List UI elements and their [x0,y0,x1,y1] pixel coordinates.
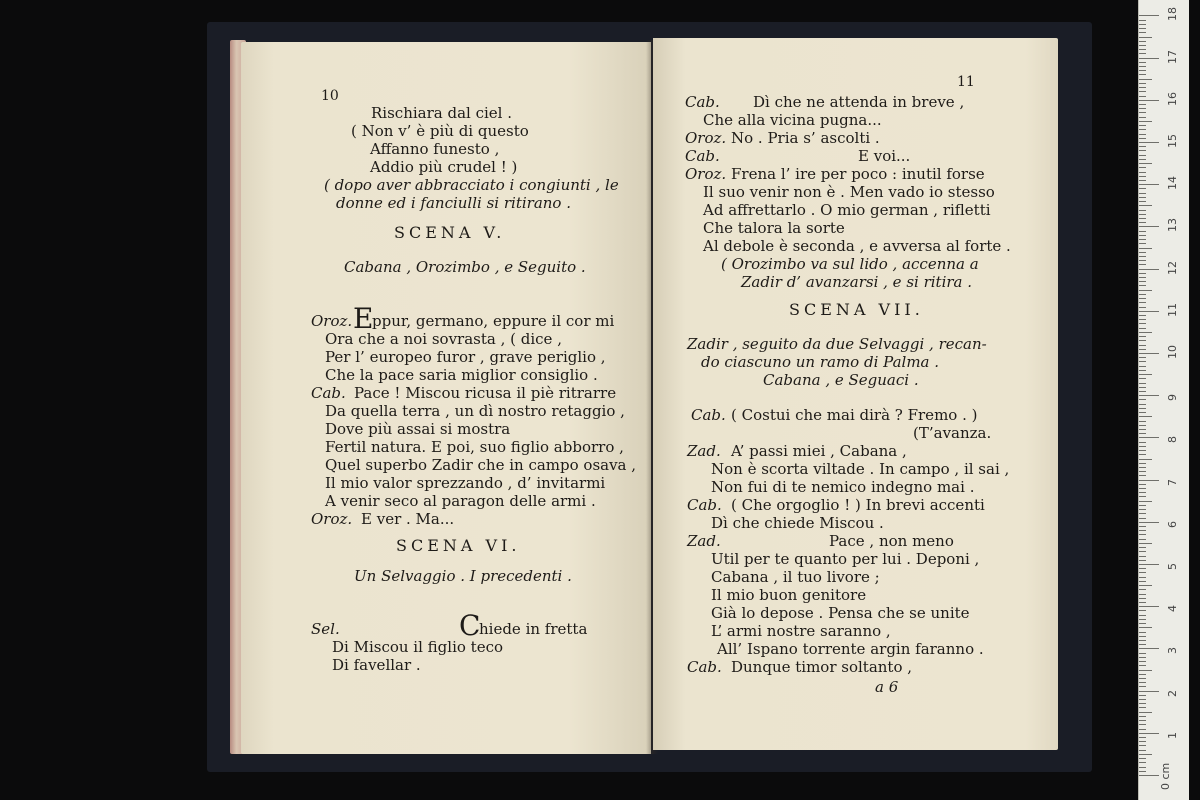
scene-heading: SCENA V. [394,223,506,242]
ruler-tick [1139,741,1146,742]
ruler-tick [1139,32,1146,33]
ruler-tick [1139,492,1146,493]
ruler-tick [1139,408,1146,409]
ruler-tick [1139,488,1146,489]
ruler-tick [1139,100,1159,101]
dialogue-line: Frena l’ ire per poco : inutil forse [731,165,985,183]
scene-cast: Zadir , seguito da due Selvaggi , recan- [687,335,987,353]
dialogue-line: Dì che chiede Miscou . [711,514,884,532]
ruler-tick [1139,239,1146,240]
ruler-tick [1139,446,1146,447]
ruler-tick [1139,197,1146,198]
dialogue-line: All’ Ispano torrente argin faranno . [717,640,984,658]
ruler-tick [1139,108,1146,109]
ruler-tick [1139,750,1146,751]
page-number: 10 [321,88,339,104]
dialogue-line: E ver . Ma... [361,510,455,528]
ruler-tick [1139,577,1146,578]
ruler-tick [1139,378,1146,379]
ruler-tick [1139,484,1146,485]
ruler-tick [1139,142,1159,143]
ruler-tick [1139,104,1146,105]
ruler-tick [1139,644,1146,645]
ruler-number: 12 [1166,260,1179,275]
ruler-tick [1139,345,1146,346]
dialogue-line: Già lo depose . Pensa che se unite [711,604,970,622]
ruler-tick [1139,716,1146,717]
ruler-tick [1139,682,1146,683]
ruler-tick [1139,564,1159,565]
ruler-tick [1139,691,1159,692]
dialogue-line: Fertil natura. E poi, suo figlio abborro , [325,438,624,456]
ruler-tick [1139,117,1146,118]
ruler-tick [1139,686,1146,687]
ruler-tick [1139,370,1146,371]
ruler-tick [1139,340,1146,341]
scene-cast: Cabana , e Seguaci . [763,371,919,389]
ruler-tick [1139,294,1146,295]
ruler-tick [1139,49,1146,50]
ruler-tick [1139,281,1146,282]
ruler-tick [1139,264,1146,265]
speaker-name: Cab. [691,406,726,424]
ruler-tick [1139,594,1146,595]
ruler-tick [1139,222,1146,223]
ruler-tick [1139,290,1152,291]
ruler-tick [1139,231,1146,232]
dialogue-line: Dì che ne attenda in breve , [753,93,965,111]
ruler-tick [1139,640,1146,641]
ruler-tick [1139,522,1159,523]
speaker-name: Oroz. [311,510,353,528]
ruler-tick [1139,298,1146,299]
ruler-tick [1139,534,1146,535]
ruler-tick [1139,425,1146,426]
ruler-number: 8 [1166,436,1179,444]
ruler-tick [1139,665,1146,666]
ruler-tick [1139,471,1146,472]
ruler-tick [1139,74,1146,75]
page-number: 11 [957,74,975,90]
stage-direction: ( dopo aver abbracciato i congiunti , le [324,176,619,194]
ruler-tick [1139,399,1146,400]
ruler-tick [1139,442,1146,443]
scene-cast: do ciascuno un ramo di Palma . [701,353,940,371]
ruler-tick [1139,193,1146,194]
ruler-number: 13 [1166,218,1179,233]
ruler-number: 4 [1166,605,1179,613]
speaker-name: Oroz. [311,312,353,330]
ruler-tick [1139,273,1146,274]
ruler-tick [1139,285,1146,286]
ruler-tick [1139,463,1146,464]
ruler-number: 2 [1166,689,1179,697]
dialogue-line: Pace , non meno [829,532,954,550]
ruler-tick [1139,767,1146,768]
ruler-tick [1139,260,1146,261]
ruler-number: 18 [1166,7,1179,22]
speaker-name: Zad. [687,442,721,460]
dialogue-line: ( Che orgoglio ! ) In brevi accenti [731,496,985,514]
ruler-tick [1139,496,1146,497]
ruler-number: 17 [1166,49,1179,64]
ruler-tick [1139,387,1146,388]
ruler-tick [1139,712,1152,713]
ruler-tick [1139,66,1146,67]
ruler-tick [1139,79,1152,80]
ruler-tick [1139,454,1146,455]
ruler-number: 5 [1166,563,1179,570]
ruler-tick [1139,307,1146,308]
ruler-number: 1 [1166,731,1179,739]
dialogue-line: A venir seco al paragon delle armi . [325,492,596,510]
ruler-tick [1139,661,1146,662]
ruler-tick [1139,37,1152,38]
catchword: a 6 [875,678,899,696]
ruler-tick [1139,374,1152,375]
dialogue-line: (T’avanza. [913,424,992,442]
dialogue-line: A’ passi miei , Cabana , [731,442,907,460]
measurement-ruler [1138,0,1189,800]
dialogue-line: Di Miscou il figlio teco [332,638,504,656]
ruler-tick [1139,703,1146,704]
ruler-tick [1139,695,1146,696]
dialogue-line: ppur, germano, eppure il cor mi [372,312,615,330]
ruler-tick [1139,589,1146,590]
ruler-tick [1139,184,1159,185]
ruler-tick [1139,615,1146,616]
dialogue-line: Cabana , il tuo livore ; [711,568,880,586]
ruler-tick [1139,70,1146,71]
ruler-tick [1139,176,1146,177]
dialogue-line: Al debole è seconda , e avversa al forte . [703,237,1011,255]
ruler-tick [1139,269,1159,270]
ruler-tick [1139,302,1146,303]
ruler-tick [1139,45,1146,46]
ruler-tick [1139,24,1146,25]
ruler-tick [1139,771,1146,772]
ruler-number: 3 [1166,647,1179,655]
ruler-tick [1139,606,1159,607]
dialogue-line: Quel superbo Zadir che in campo osava , [325,456,637,474]
ruler-tick [1139,412,1146,413]
dialogue-line: hiede in fretta [479,620,588,638]
dialogue-line: Ora che a noi sovrasta , ( dice , [325,330,562,348]
ruler-tick [1139,648,1159,649]
ruler-tick [1139,353,1159,354]
ruler-tick [1139,214,1146,215]
dialogue-line: Che talora la sorte [703,219,845,237]
speaker-name: Cab. [687,496,722,514]
ruler-tick [1139,551,1146,552]
ruler-tick [1139,134,1146,135]
ruler-tick [1139,328,1146,329]
ruler-tick [1139,125,1146,126]
ruler-tick [1139,146,1146,147]
dialogue-line: Il mio buon genitore [711,586,867,604]
dialogue-line: Non fui di te nemico indegno mai . [711,478,975,496]
ruler-tick [1139,737,1146,738]
ruler-tick [1139,421,1146,422]
speaker-name: Cab. [685,147,720,165]
stage-direction: Zadir d’ avanzarsi , e si ritira . [741,273,973,291]
ruler-tick [1139,467,1146,468]
dialogue-line: E voi... [858,147,911,165]
ruler-tick [1139,58,1159,59]
stage-direction: ( Orozimbo va sul lido , accenna a [721,255,979,273]
ruler-tick [1139,226,1159,227]
scene-cast: Un Selvaggio . I precedenti . [354,567,572,585]
ruler-tick [1139,568,1146,569]
speaker-name: Sel. [311,620,340,638]
ruler-tick [1139,315,1146,316]
ruler-tick [1139,733,1159,734]
ruler-tick [1139,112,1146,113]
ruler-tick [1139,83,1146,84]
ruler-number: 6 [1166,520,1179,528]
dialogue-line: ( Costui che mai dirà ? Fremo . ) [731,406,978,424]
ruler-number: 9 [1166,394,1179,402]
ruler-tick [1139,678,1146,679]
speaker-name: Zad. [687,532,721,550]
ruler-tick [1139,475,1146,476]
ruler-tick [1139,623,1146,624]
speaker-name: Oroz. [685,129,727,147]
ruler-tick [1139,159,1146,160]
dialogue-line: Da quella terra , un dì nostro retaggio , [325,402,625,420]
dialogue-line: Che alla vicina pugna... [703,111,882,129]
ruler-tick [1139,720,1146,721]
ruler-tick [1139,235,1146,236]
ruler-tick [1139,585,1152,586]
ruler-tick [1139,311,1159,312]
ruler-tick [1139,602,1146,603]
ruler-tick [1139,556,1146,557]
ruler-tick [1139,150,1146,151]
dialogue-line: Per l’ europeo furor , grave periglio , [325,348,606,366]
ruler-tick [1139,155,1146,156]
dialogue-line: Il mio valor sprezzando , d’ invitarmi [325,474,606,492]
ruler-tick [1139,627,1152,628]
ruler-tick [1139,277,1146,278]
ruler-tick [1139,96,1146,97]
ruler-tick [1139,754,1152,755]
ruler-tick [1139,707,1146,708]
dialogue-line: L’ armi nostre saranno , [711,622,891,640]
ruler-tick [1139,91,1146,92]
ruler-tick [1139,657,1146,658]
ruler-unit-label: 0 cm [1159,762,1172,790]
ruler-number: 10 [1166,345,1179,359]
dialogue-line: No . Pria s’ ascolti . [731,129,880,147]
ruler-tick [1139,762,1146,763]
speaker-name: Cab. [685,93,720,111]
ruler-tick [1139,319,1146,320]
ruler-tick [1139,361,1146,362]
ruler-tick [1139,41,1146,42]
ruler-tick [1139,745,1146,746]
verse-line: ( Non v’ è più di questo [351,122,529,140]
verse-line: Rischiara dal ciel . [371,104,512,122]
ruler-tick [1139,653,1146,654]
ruler-tick [1139,619,1146,620]
ruler-tick [1139,509,1146,510]
dialogue-line: Pace ! Miscou ricusa il piè ritrarre [354,384,617,402]
ruler-number: 7 [1166,478,1179,486]
ruler-tick [1139,366,1146,367]
left-page [241,42,651,754]
ruler-tick [1139,180,1146,181]
scene-cast: Cabana , Orozimbo , e Seguito . [344,258,586,276]
ruler-tick [1139,210,1146,211]
ruler-tick [1139,188,1146,189]
ruler-tick [1139,505,1146,506]
ruler-tick [1139,560,1146,561]
drop-capital: C [459,609,481,642]
drop-capital: E [353,302,374,335]
dialogue-line: Dunque timor soltanto , [731,658,913,676]
ruler-tick [1139,138,1146,139]
ruler-tick [1139,450,1146,451]
ruler-tick [1139,480,1159,481]
dialogue-line: Dove più assai si mostra [325,420,511,438]
speaker-name: Cab. [311,384,346,402]
ruler-tick [1139,218,1146,219]
ruler-tick [1139,243,1146,244]
ruler-tick [1139,729,1146,730]
ruler-tick [1139,437,1159,438]
ruler-tick [1139,530,1146,531]
ruler-tick [1139,62,1146,63]
ruler-tick [1139,129,1146,130]
ruler-tick [1139,172,1146,173]
ruler-tick [1139,513,1146,514]
ruler-tick [1139,167,1146,168]
ruler-tick [1139,547,1146,548]
ruler-tick [1139,581,1146,582]
ruler-tick [1139,539,1146,540]
stage-direction: donne ed i fanciulli si ritirano . [336,194,571,212]
ruler-tick [1139,501,1152,502]
ruler-tick [1139,201,1146,202]
ruler-tick [1139,121,1152,122]
ruler-tick [1139,416,1152,417]
right-page [653,38,1058,750]
ruler-tick [1139,670,1152,671]
ruler-tick [1139,20,1146,21]
dialogue-line: Di favellar . [332,656,421,674]
dialogue-line: Il suo venir non è . Men vado io stesso [703,183,995,201]
ruler-tick [1139,543,1152,544]
speaker-name: Oroz. [685,165,727,183]
ruler-tick [1139,336,1146,337]
dialogue-line: Ad affrettarlo . O mio german , rifletti [703,201,991,219]
dialogue-line: Non è scorta viltade . In campo , il sai , [711,460,1010,478]
ruler-tick [1139,323,1146,324]
verse-line: Affanno funesto , [370,140,500,158]
ruler-tick [1139,429,1146,430]
ruler-tick [1139,632,1146,633]
ruler-tick [1139,391,1146,392]
ruler-tick [1139,404,1146,405]
ruler-tick [1139,636,1146,637]
ruler-number: 14 [1166,176,1179,191]
ruler-tick [1139,15,1159,16]
ruler-number: 11 [1166,302,1179,317]
speaker-name: Cab. [687,658,722,676]
ruler-tick [1139,775,1159,776]
ruler-tick [1139,383,1146,384]
ruler-tick [1139,205,1152,206]
ruler-tick [1139,518,1146,519]
ruler-tick [1139,395,1159,396]
ruler-tick [1139,433,1146,434]
verse-line: Addio più crudel ! ) [370,158,518,176]
scene-heading: SCENA VII. [789,300,924,319]
ruler-tick [1139,526,1146,527]
ruler-tick [1139,53,1146,54]
dialogue-line: Che la pace saria miglior consiglio . [325,366,598,384]
ruler-tick [1139,724,1146,725]
ruler-tick [1139,572,1146,573]
ruler-number: 16 [1166,91,1179,106]
dialogue-line: Util per te quanto per lui . Deponi , [711,550,980,568]
ruler-tick [1139,163,1152,164]
ruler-tick [1139,699,1146,700]
ruler-tick [1139,28,1146,29]
ruler-tick [1139,459,1152,460]
scene-heading: SCENA VI. [396,536,521,555]
ruler-tick [1139,252,1146,253]
ruler-tick [1139,349,1146,350]
ruler-tick [1139,357,1146,358]
ruler-tick [1139,758,1146,759]
ruler-tick [1139,332,1152,333]
ruler-tick [1139,87,1146,88]
ruler-tick [1139,610,1146,611]
ruler-tick [1139,674,1146,675]
ruler-tick [1139,248,1152,249]
ruler-tick [1139,598,1146,599]
ruler-number: 15 [1166,134,1179,148]
ruler-tick [1139,256,1146,257]
